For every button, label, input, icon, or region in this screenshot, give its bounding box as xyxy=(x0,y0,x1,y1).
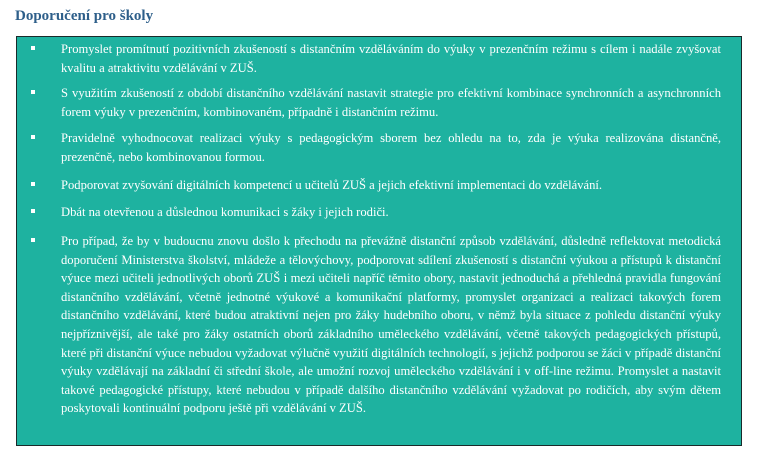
square-bullet-icon xyxy=(31,46,35,50)
section-heading: Doporučení pro školy xyxy=(15,8,154,24)
list-item-text: S využitím zkušeností z období distančního vzdělávání nastavit strategie pro efektivní kombinace synchronních a asynchronních forem výuky v prezenčním, kombinovaném, případně i distančním režimu. xyxy=(61,86,721,119)
list-item xyxy=(17,40,741,77)
list-item xyxy=(17,176,741,195)
list-item xyxy=(17,232,741,418)
square-bullet-icon xyxy=(31,90,35,94)
list-item-text: Podporovat zvyšování digitálních kompetencí u učitelů ZUŠ a jejich efektivní implementaci do vzdělávání. xyxy=(61,178,603,192)
recommendations-box xyxy=(16,36,742,446)
square-bullet-icon xyxy=(31,238,35,242)
list-item-text: Promyslet promítnutí pozitivních zkušeností s distančním vzděláváním do výuky v prezenčním režimu s cílem i nadále zvyšovat kvalitu a atraktivitu vzdělávání v ZUŠ. xyxy=(61,42,721,75)
list-item-text: Pravidelně vyhodnocovat realizaci výuky s pedagogickým sborem bez ohledu na to, zda je výuka realizována distančně, prezenčně, nebo kombinovanou formou. xyxy=(61,131,721,164)
square-bullet-icon xyxy=(31,209,35,213)
list-item xyxy=(17,129,741,166)
square-bullet-icon xyxy=(31,135,35,139)
list-item xyxy=(17,203,741,222)
list-item-text: Dbát na otevřenou a důslednou komunikaci s žáky i jejich rodiči. xyxy=(61,205,389,219)
list-item-text: Pro případ, že by v budoucnu znovu došlo k přechodu na převážně distanční způsob vzdělávání, důsledně reflektovat metodická doporučení Ministerstva školství, mládeže a tělovýchovy, podporovat sdílení zkušeností s distanční výukou a přístupů k distanční výuce mezi učiteli jednotlivých oborů ZUŠ i mezi učiteli napříč těmito obory, nastavit jednoduchá a přehledná pravidla fungování distančního vzdělávání, včetně jednotné výukové a komunikační platformy, promyslet organizaci a realizaci takových forem distančního vzdělávání, které budou atraktivní nejen pro žáky hudebního oboru, v němž byla situace z pohledu distanční výuky nejpříznivější, ale také pro žáky ostatních oborů základního uměleckého vzdělávání, včetně takových pedagogických přístupů, které při distanční výuce nebudou vyžadovat výlučně využití digitálních technologií, s jejichž podporou se žáci v případě distanční výuky vzdělávají na základní či střední škole, ale umožní rozvoj uměleckého vzdělávání i v off-line režimu. Promyslet a nastavit takové pedagogické přístupy, které nebudou v případě dalšího distančního vzdělávání vyžadovat po rodičích, aby svým dětem poskytovali kontinuální podporu ještě při vzdělávání v ZUŠ. xyxy=(61,234,721,416)
square-bullet-icon xyxy=(31,182,35,186)
list-item xyxy=(17,84,741,121)
